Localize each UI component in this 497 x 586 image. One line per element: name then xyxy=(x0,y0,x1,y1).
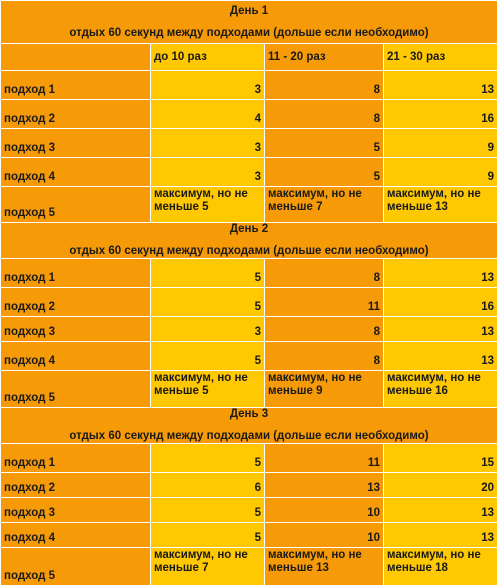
rep-count: 6 xyxy=(151,473,265,498)
rep-count: 9 xyxy=(384,158,497,187)
rep-count: 3 xyxy=(151,158,265,187)
rest-note: отдых 60 секунд между подходами (дольше если необходимо) xyxy=(4,430,494,443)
rep-count: 8 xyxy=(265,342,384,371)
set-label: подход 2 xyxy=(1,473,151,498)
set-label: подход 3 xyxy=(1,129,151,158)
set-row xyxy=(1,498,497,523)
set-label: подход 4 xyxy=(1,158,151,187)
set-label: подход 3 xyxy=(1,498,151,523)
day-title-row xyxy=(1,1,497,44)
column-header-3: 21 - 30 раз xyxy=(384,44,497,71)
column-header-row xyxy=(1,44,497,71)
rep-count: 13 xyxy=(384,259,497,288)
set-row xyxy=(1,444,497,473)
set-label: подход 4 xyxy=(1,523,151,548)
day-title: День 1 xyxy=(4,5,494,18)
rep-count: 11 xyxy=(265,288,384,317)
rest-note: отдых 60 секунд между подходами (дольше если необходимо) xyxy=(4,245,494,258)
rep-count: 5 xyxy=(151,259,265,288)
column-header-0 xyxy=(1,44,151,71)
rep-max-note: максимум, но не меньше 7 xyxy=(151,548,265,586)
set-row xyxy=(1,129,497,158)
set-label: подход 3 xyxy=(1,317,151,342)
rep-count: 8 xyxy=(265,100,384,129)
rep-count: 10 xyxy=(265,498,384,523)
rep-count: 5 xyxy=(265,129,384,158)
rep-count: 13 xyxy=(265,473,384,498)
set-row xyxy=(1,523,497,548)
rep-count: 5 xyxy=(265,158,384,187)
rep-count: 20 xyxy=(384,473,497,498)
day-title-cell xyxy=(1,1,497,44)
rep-count: 5 xyxy=(151,288,265,317)
set-label: подход 1 xyxy=(1,71,151,100)
rep-count: 8 xyxy=(265,317,384,342)
rep-count: 5 xyxy=(151,444,265,473)
set-row xyxy=(1,342,497,371)
set-row xyxy=(1,548,497,586)
rep-count: 13 xyxy=(384,317,497,342)
rep-max-note: максимум, но не меньше 7 xyxy=(265,187,384,223)
day-title: День 2 xyxy=(4,223,494,236)
day-title: День 3 xyxy=(4,408,494,421)
day-title-cell xyxy=(1,223,497,259)
rep-max-note: максимум, но не меньше 9 xyxy=(265,371,384,408)
rep-count: 3 xyxy=(151,317,265,342)
rest-note: отдых 60 секунд между подходами (дольше если необходимо) xyxy=(4,27,494,40)
rep-count: 8 xyxy=(265,71,384,100)
set-row xyxy=(1,187,497,223)
day-title-row xyxy=(1,223,497,259)
set-row xyxy=(1,158,497,187)
rep-count: 4 xyxy=(151,100,265,129)
day-title-row xyxy=(1,408,497,444)
day-title-cell xyxy=(1,408,497,444)
rep-count: 5 xyxy=(151,498,265,523)
set-row xyxy=(1,100,497,129)
rep-count: 9 xyxy=(384,129,497,158)
set-row xyxy=(1,317,497,342)
rep-max-note: максимум, но не меньше 13 xyxy=(384,187,497,223)
rep-max-note: максимум, но не меньше 5 xyxy=(151,371,265,408)
rep-count: 16 xyxy=(384,288,497,317)
rep-count: 5 xyxy=(151,523,265,548)
rep-max-note: максимум, но не меньше 18 xyxy=(384,548,497,586)
rep-count: 13 xyxy=(384,523,497,548)
rep-count: 3 xyxy=(151,129,265,158)
rep-max-note: максимум, но не меньше 16 xyxy=(384,371,497,408)
set-label: подход 2 xyxy=(1,288,151,317)
column-header-1: до 10 раз xyxy=(151,44,265,71)
rep-max-note: максимум, но не меньше 13 xyxy=(265,548,384,586)
rep-count: 13 xyxy=(384,498,497,523)
set-label: подход 4 xyxy=(1,342,151,371)
set-label: подход 5 xyxy=(1,371,151,408)
workout-table-body xyxy=(1,1,497,586)
rep-count: 11 xyxy=(265,444,384,473)
set-row xyxy=(1,288,497,317)
set-label: подход 5 xyxy=(1,548,151,586)
set-row xyxy=(1,473,497,498)
set-row xyxy=(1,259,497,288)
set-row xyxy=(1,71,497,100)
rep-count: 15 xyxy=(384,444,497,473)
set-label: подход 1 xyxy=(1,259,151,288)
rep-count: 10 xyxy=(265,523,384,548)
rep-count: 3 xyxy=(151,71,265,100)
rep-count: 13 xyxy=(384,71,497,100)
set-row xyxy=(1,371,497,408)
column-header-2: 11 - 20 раз xyxy=(265,44,384,71)
set-label: подход 5 xyxy=(1,187,151,223)
set-label: подход 2 xyxy=(1,100,151,129)
set-label: подход 1 xyxy=(1,444,151,473)
rep-max-note: максимум, но не меньше 5 xyxy=(151,187,265,223)
rep-count: 13 xyxy=(384,342,497,371)
rep-count: 8 xyxy=(265,259,384,288)
rep-count: 5 xyxy=(151,342,265,371)
rep-count: 16 xyxy=(384,100,497,129)
